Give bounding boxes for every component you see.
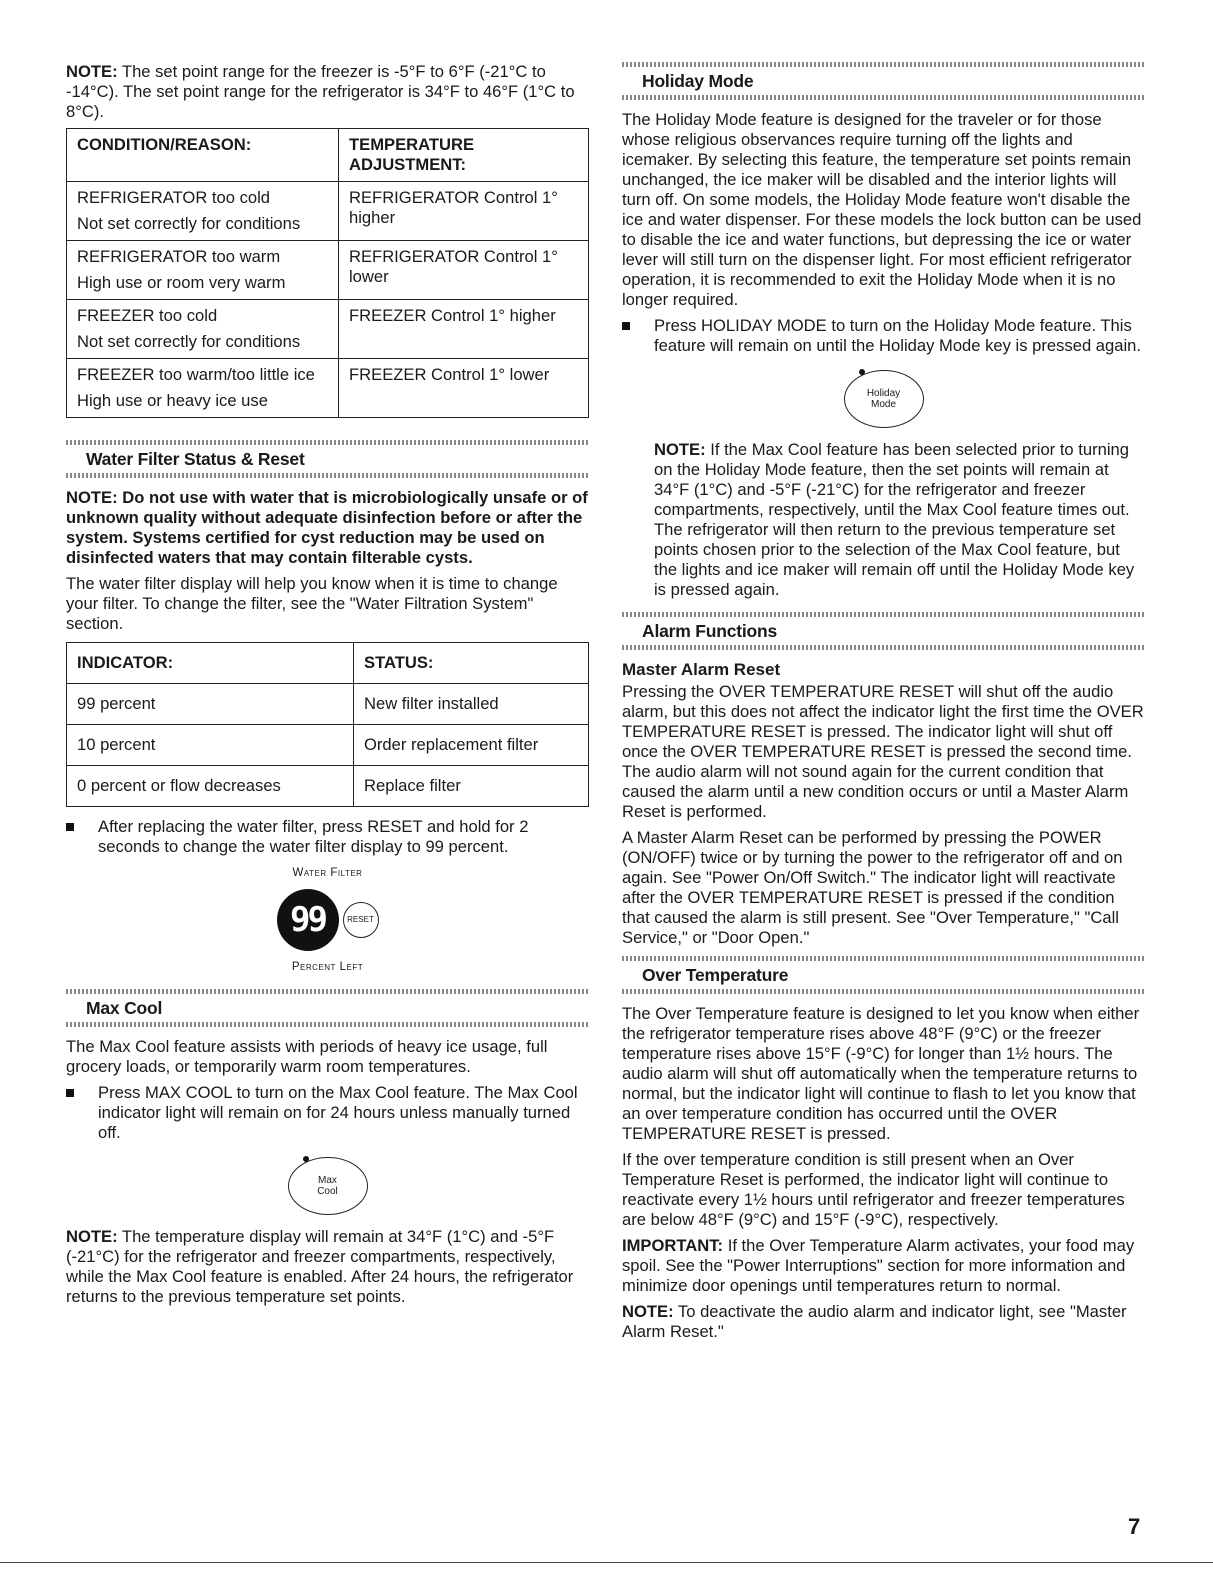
- button-label-line: Cool: [317, 1186, 338, 1197]
- button-label-line: Max: [318, 1175, 337, 1186]
- table-row: [67, 359, 589, 418]
- graphic-label-top: Water Filter: [292, 867, 363, 879]
- important-note: IMPORTANT: If the Over Temperature Alarm activates, your food may spoil. See the "Power Interruptions" section for more information and minimize door openings until temperatures return to normal.: [622, 1236, 1135, 1295]
- divider: [622, 95, 1145, 100]
- table-header-row: [67, 129, 589, 182]
- max-cool-button[interactable]: [288, 1157, 368, 1215]
- over-temp-paragraph: If the over temperature condition is still present when an Over Temperature Reset is performed, the indicator light will continue to reactivate every 1½ hours until refrigerator and freezer temperatures are below 48°F (9°C) and 15°F (-9°C), respectively.: [622, 1150, 1125, 1229]
- section-title: Max Cool: [86, 998, 163, 1018]
- button-label: [317, 1175, 338, 1197]
- button-label-line: Holiday: [866, 388, 901, 399]
- over-temp-section-header: [622, 956, 1145, 994]
- table-row: [67, 725, 589, 766]
- table-cell: 99 percent: [67, 684, 354, 725]
- max-cool-button-wrap: [66, 1157, 589, 1215]
- indicator-light-icon: [859, 369, 865, 375]
- table-cell: [67, 182, 339, 241]
- bullet-icon: [66, 1089, 74, 1097]
- holiday-section-header: [622, 62, 1145, 100]
- table-cell: New filter installed: [354, 684, 589, 725]
- list-item: [622, 316, 1145, 356]
- condition-text: FREEZER too warm/too little ice: [77, 365, 315, 384]
- alarm-paragraph: Pressing the OVER TEMPERATURE RESET will shut off the audio alarm, but this does not affect the indicator light the first time the OVER TEMPERATURE RESET is pressed. The indicator light will shut off once the OVER TEMPERATURE RESET is pressed the second time. The audio alarm will not sound again for the current condition that caused the alarm until a new condition occurs or until a Master Alarm Reset is performed.: [622, 682, 1144, 821]
- table-cell: Order replacement filter: [354, 725, 589, 766]
- button-label-line: Mode: [870, 399, 896, 410]
- table-cell: 10 percent: [67, 725, 354, 766]
- filter-indicator-table: [66, 642, 589, 807]
- water-filter-display-graphic: [66, 863, 589, 977]
- page-number: 7: [1128, 1514, 1141, 1539]
- holiday-mode-button[interactable]: [844, 370, 924, 428]
- table-cell: [67, 300, 339, 359]
- holiday-note: NOTE: If the Max Cool feature has been selected prior to turning on the Holiday Mode feature, then the set points will remain at 34°F (1°C) and -5°F (-21°C) for the refrigerator and freezer compartments, respectively, until the Max Cool feature times out. The refrigerator will then return to the previous temperature set points chosen prior to the selection of the Max Cool feature, but the lights and ice maker will remain off until the Holiday Mode key is pressed again.: [654, 440, 1135, 599]
- table-cell: [67, 359, 339, 418]
- bullet-icon: [622, 322, 630, 330]
- table-cell: Replace filter: [354, 766, 589, 807]
- indicator-light-icon: [303, 1156, 309, 1162]
- section-title: Holiday Mode: [642, 71, 754, 91]
- table-cell: REFRIGERATOR Control 1° higher: [339, 182, 589, 241]
- condition-text: REFRIGERATOR too cold: [77, 188, 271, 207]
- table-cell: [67, 241, 339, 300]
- divider: [66, 473, 589, 478]
- button-label: [867, 388, 900, 410]
- table-cell: REFRIGERATOR Control 1° lower: [339, 241, 589, 300]
- list-item: [66, 1083, 589, 1143]
- temperature-adjustment-table: [66, 128, 589, 418]
- section-title: Over Temperature: [642, 965, 789, 985]
- water-filter-section-header: [66, 440, 589, 478]
- divider: [622, 989, 1145, 994]
- max-cool-section-header: [66, 989, 589, 1027]
- reset-button[interactable]: RESET: [343, 902, 379, 938]
- graphic-label-bottom: Percent Left: [291, 961, 364, 973]
- table-header: STATUS:: [354, 643, 589, 684]
- alarm-section-header: [622, 612, 1145, 650]
- table-cell: 0 percent or flow decreases: [67, 766, 354, 807]
- table-row: [67, 300, 589, 359]
- divider: [622, 645, 1145, 650]
- filter-percent-display: 99: [277, 889, 339, 951]
- footer-rule: [0, 1562, 1213, 1563]
- max-cool-intro: The Max Cool feature assists with periods of heavy ice usage, full grocery loads, or temporarily warm room temperatures.: [66, 1037, 548, 1076]
- master-alarm-reset-heading: Master Alarm Reset: [622, 660, 781, 679]
- reason-text: Not set correctly for conditions: [77, 332, 301, 351]
- over-temp-note: NOTE: To deactivate the audio alarm and indicator light, see "Master Alarm Reset.": [622, 1302, 1127, 1341]
- reason-text: Not set correctly for conditions: [77, 214, 301, 233]
- table-header: CONDITION/REASON:: [67, 129, 339, 182]
- water-filter-intro: The water filter display will help you know when it is time to change your filter. To change the filter, see the "Water Filtration System" section.: [66, 574, 558, 633]
- section-title: Alarm Functions: [642, 621, 778, 641]
- holiday-intro: The Holiday Mode feature is designed for the traveler or for those whose religious observances require turning off the lights and icemaker. By selecting this feature, the temperature set points remain unchanged, the ice maker will be disabled and the interior lights will turn off. On some models, the Holiday Mode feature won't disable the ice and water dispenser. For these models the lock button can be used to disable the ice and water functions, but depressing the ice or water lever will still turn on the dispenser light. For most efficient refrigerator operation, it is recommended to exit the Holiday Mode when it is no longer required.: [622, 110, 1142, 309]
- alarm-paragraph: A Master Alarm Reset can be performed by pressing the POWER (ON/OFF) twice or by turning the power to the refrigerator off and on again. See "Power On/Off Switch." The indicator light will reactivate after the OVER TEMPERATURE RESET is pressed if the condition that caused the alarm is still present. See "Over Temperature," "Call Service," or "Door Open.": [622, 828, 1123, 947]
- bullet-text: Press MAX COOL to turn on the Max Cool feature. The Max Cool indicator light will remain on for 24 hours unless manually turned off.: [98, 1083, 578, 1142]
- over-temp-paragraph: The Over Temperature feature is designed to let you know when either the refrigerator temperature rises above 48°F (9°C) or the freezer temperature rises above 15°F (-9°C) for longer than 1½ hours. The audio alarm will shut off automatically when the temperature returns to normal, but the indicator light will continue to flash to let you know that an over temperature condition has occurred until the OVER TEMPERATURE RESET is pressed.: [622, 1004, 1140, 1143]
- bullet-text: After replacing the water filter, press RESET and hold for 2 seconds to change the water filter display to 99 percent.: [98, 817, 529, 856]
- divider: [66, 1022, 589, 1027]
- section-title: Water Filter Status & Reset: [86, 449, 305, 469]
- condition-text: REFRIGERATOR too warm: [77, 247, 281, 266]
- list-item: [66, 817, 589, 857]
- bullet-icon: [66, 823, 74, 831]
- reason-text: High use or heavy ice use: [77, 391, 268, 410]
- table-row: [67, 766, 589, 807]
- table-header: TEMPERATURE ADJUSTMENT:: [339, 129, 589, 182]
- table-header-row: [67, 643, 589, 684]
- table-header: INDICATOR:: [67, 643, 354, 684]
- table-row: [67, 182, 589, 241]
- left-column: [66, 62, 589, 1313]
- right-column: [622, 62, 1145, 1348]
- table-row: [67, 241, 589, 300]
- bullet-text: Press HOLIDAY MODE to turn on the Holiday Mode feature. This feature will remain on until the Holiday Mode key is pressed again.: [654, 316, 1142, 355]
- graphic-row: [66, 889, 589, 951]
- table-row: [67, 684, 589, 725]
- water-warning: NOTE: Do not use with water that is microbiologically unsafe or of unknown quality without adequate disinfection before or after the system. Systems certified for cyst reduction may be used on disinfected waters that may contain filterable cysts.: [66, 488, 588, 567]
- table-cell: FREEZER Control 1° higher: [339, 300, 589, 359]
- setpoint-note: NOTE: The set point range for the freezer is -5°F to 6°F (-21°C to -14°C). The set point range for the refrigerator is 34°F to 46°F (1°C to 8°C).: [66, 62, 575, 121]
- reason-text: High use or room very warm: [77, 273, 286, 292]
- condition-text: FREEZER too cold: [77, 306, 218, 325]
- table-cell: FREEZER Control 1° lower: [339, 359, 589, 418]
- holiday-button-wrap: [622, 370, 1145, 428]
- max-cool-note: NOTE: The temperature display will remain at 34°F (1°C) and -5°F (-21°C) for the refrigerator and freezer compartments, respectively, while the Max Cool feature is enabled. After 24 hours, the refrigerator returns to the previous temperature set points.: [66, 1227, 574, 1306]
